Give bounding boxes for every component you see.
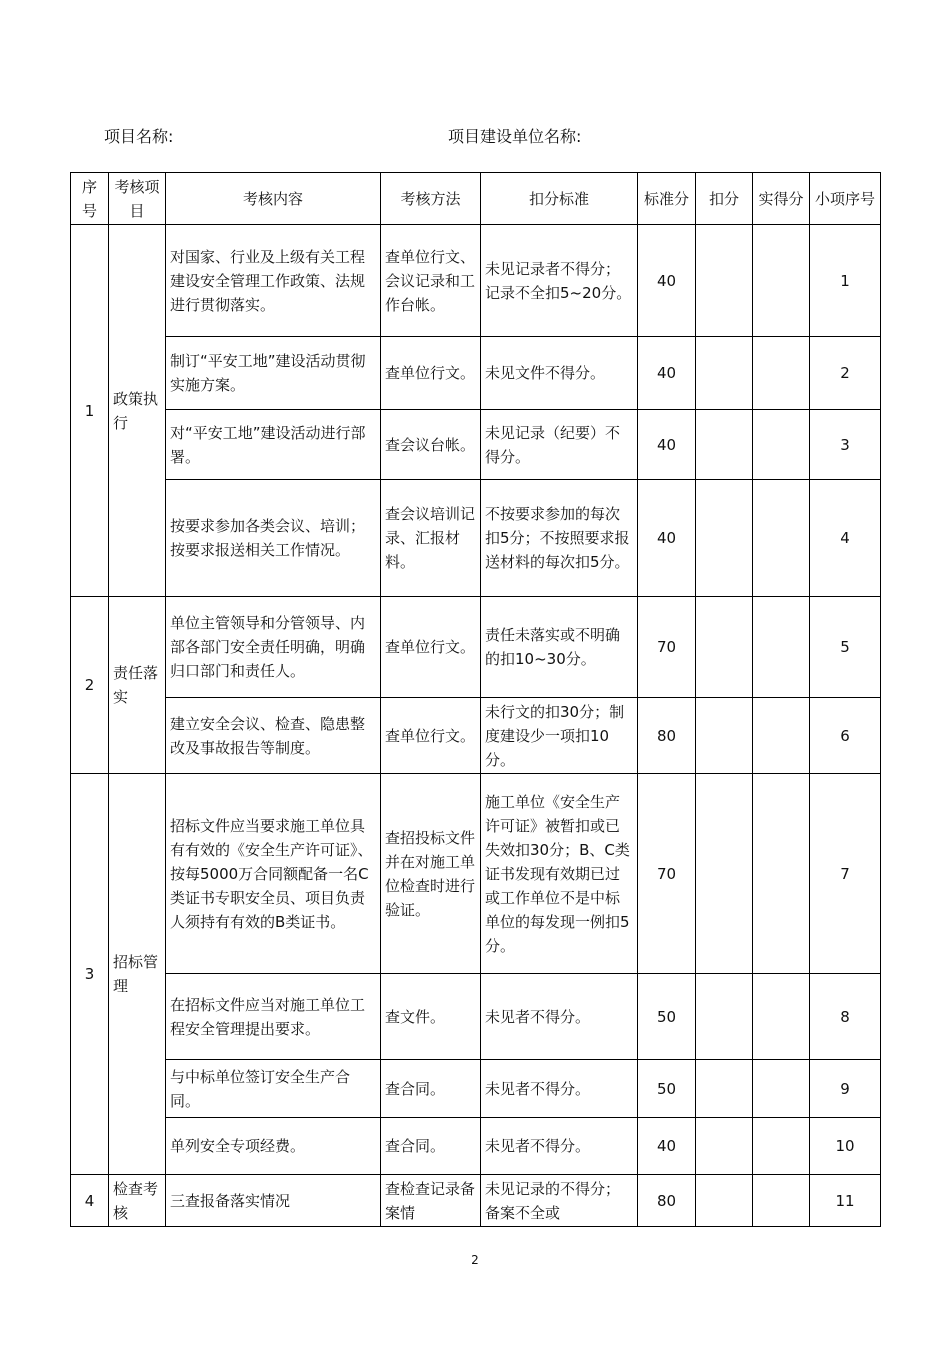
row-content: 对“平安工地”建设活动进行部署。 — [166, 410, 381, 480]
row-standard-score: 40 — [638, 1118, 696, 1175]
row-criteria: 施工单位《安全生产许可证》被暂扣或已失效扣30分；B、C类证书发现有效期已过或工作单位不是中标单位的每发现一例扣5分。 — [481, 774, 638, 974]
row-deduction — [696, 974, 753, 1060]
row-deduction — [696, 698, 753, 774]
row-sub-seq: 4 — [810, 480, 881, 597]
row-actual-score — [753, 225, 810, 337]
row-standard-score: 80 — [638, 1175, 696, 1227]
table-row — [71, 1175, 881, 1227]
row-method: 查文件。 — [381, 974, 481, 1060]
row-criteria: 未见记录的不得分；备案不全或 — [481, 1175, 638, 1227]
group-seq: 1 — [71, 225, 109, 597]
table-row — [71, 974, 881, 1060]
row-standard-score: 50 — [638, 974, 696, 1060]
row-sub-seq: 6 — [810, 698, 881, 774]
row-sub-seq: 3 — [810, 410, 881, 480]
row-actual-score — [753, 1060, 810, 1118]
table-row — [71, 698, 881, 774]
row-standard-score: 70 — [638, 774, 696, 974]
row-sub-seq: 7 — [810, 774, 881, 974]
col-header-criteria: 扣分标准 — [481, 173, 638, 225]
row-content: 对国家、行业及上级有关工程建设安全管理工作政策、法规进行贯彻落实。 — [166, 225, 381, 337]
row-criteria: 责任未落实或不明确的扣10~30分。 — [481, 597, 638, 698]
col-header-deduction: 扣分 — [696, 173, 753, 225]
row-content: 单列安全专项经费。 — [166, 1118, 381, 1175]
table-row — [71, 480, 881, 597]
row-criteria: 未见者不得分。 — [481, 1060, 638, 1118]
project-name-label: 项目名称: — [104, 127, 174, 146]
row-actual-score — [753, 597, 810, 698]
row-criteria: 未见文件不得分。 — [481, 337, 638, 410]
row-actual-score — [753, 698, 810, 774]
row-deduction — [696, 774, 753, 974]
col-header-actual-score: 实得分 — [753, 173, 810, 225]
row-deduction — [696, 480, 753, 597]
row-method: 查单位行文。 — [381, 337, 481, 410]
row-standard-score: 50 — [638, 1060, 696, 1118]
row-actual-score — [753, 1175, 810, 1227]
col-header-standard-score: 标准分 — [638, 173, 696, 225]
row-content: 在招标文件应当对施工单位工程安全管理提出要求。 — [166, 974, 381, 1060]
row-actual-score — [753, 1118, 810, 1175]
row-deduction — [696, 1060, 753, 1118]
row-standard-score: 80 — [638, 698, 696, 774]
group-seq: 2 — [71, 597, 109, 774]
row-method: 查单位行文、会议记录和工作台帐。 — [381, 225, 481, 337]
table-row — [71, 337, 881, 410]
row-standard-score: 40 — [638, 480, 696, 597]
row-actual-score — [753, 480, 810, 597]
row-standard-score: 40 — [638, 410, 696, 480]
row-sub-seq: 10 — [810, 1118, 881, 1175]
group-seq: 4 — [71, 1175, 109, 1227]
row-content: 单位主管领导和分管领导、内部各部门安全责任明确，明确归口部门和责任人。 — [166, 597, 381, 698]
row-criteria: 未行文的扣30分；制度建设少一项扣10分。 — [481, 698, 638, 774]
col-header-content: 考核内容 — [166, 173, 381, 225]
group-seq: 3 — [71, 774, 109, 1175]
row-criteria: 不按要求参加的每次扣5分；不按照要求报送材料的每次扣5分。 — [481, 480, 638, 597]
row-method: 查检查记录备案情 — [381, 1175, 481, 1227]
row-content: 制订“平安工地”建设活动贯彻实施方案。 — [166, 337, 381, 410]
row-method: 查单位行文。 — [381, 597, 481, 698]
row-sub-seq: 9 — [810, 1060, 881, 1118]
row-actual-score — [753, 974, 810, 1060]
row-actual-score — [753, 337, 810, 410]
page-number: 2 — [471, 1253, 479, 1267]
row-content: 招标文件应当要求施工单位具有有效的《安全生产许可证》、按每5000万合同额配备一名C类证书专职安全员、项目负责人须持有有效的B类证书。 — [166, 774, 381, 974]
row-standard-score: 40 — [638, 225, 696, 337]
construction-unit-name-label: 项目建设单位名称: — [448, 127, 582, 146]
row-criteria: 未见记录者不得分；记录不全扣5~20分。 — [481, 225, 638, 337]
group-item: 责任落实 — [109, 597, 166, 774]
row-sub-seq: 1 — [810, 225, 881, 337]
row-actual-score — [753, 410, 810, 480]
col-header-item: 考核项目 — [109, 173, 166, 225]
col-header-seq: 序号 — [71, 173, 109, 225]
row-actual-score — [753, 774, 810, 974]
group-item: 政策执行 — [109, 225, 166, 597]
row-deduction — [696, 337, 753, 410]
row-deduction — [696, 597, 753, 698]
row-deduction — [696, 225, 753, 337]
table-row — [71, 1060, 881, 1118]
row-method: 查会议台帐。 — [381, 410, 481, 480]
row-sub-seq: 8 — [810, 974, 881, 1060]
table-row — [71, 410, 881, 480]
group-item: 检查考核 — [109, 1175, 166, 1227]
row-sub-seq: 11 — [810, 1175, 881, 1227]
row-content: 与中标单位签订安全生产合同。 — [166, 1060, 381, 1118]
row-sub-seq: 5 — [810, 597, 881, 698]
table-row — [71, 225, 881, 337]
table-row — [71, 597, 881, 698]
table-row — [71, 1118, 881, 1175]
row-standard-score: 70 — [638, 597, 696, 698]
row-method: 查单位行文。 — [381, 698, 481, 774]
row-content: 按要求参加各类会议、培训；按要求报送相关工作情况。 — [166, 480, 381, 597]
row-criteria: 未见记录（纪要）不得分。 — [481, 410, 638, 480]
row-content: 三查报备落实情况 — [166, 1175, 381, 1227]
row-method: 查招投标文件并在对施工单位检查时进行验证。 — [381, 774, 481, 974]
row-standard-score: 40 — [638, 337, 696, 410]
row-criteria: 未见者不得分。 — [481, 974, 638, 1060]
row-deduction — [696, 410, 753, 480]
row-content: 建立安全会议、检查、隐患整改及事故报告等制度。 — [166, 698, 381, 774]
group-item: 招标管理 — [109, 774, 166, 1175]
row-deduction — [696, 1118, 753, 1175]
row-method: 查会议培训记录、汇报材料。 — [381, 480, 481, 597]
table-row — [71, 774, 881, 974]
table-header-row — [71, 173, 881, 225]
row-sub-seq: 2 — [810, 337, 881, 410]
assessment-table — [70, 172, 881, 1227]
row-deduction — [696, 1175, 753, 1227]
row-method: 查合同。 — [381, 1118, 481, 1175]
row-criteria: 未见者不得分。 — [481, 1118, 638, 1175]
col-header-method: 考核方法 — [381, 173, 481, 225]
row-method: 查合同。 — [381, 1060, 481, 1118]
col-header-sub-seq: 小项序号 — [810, 173, 881, 225]
